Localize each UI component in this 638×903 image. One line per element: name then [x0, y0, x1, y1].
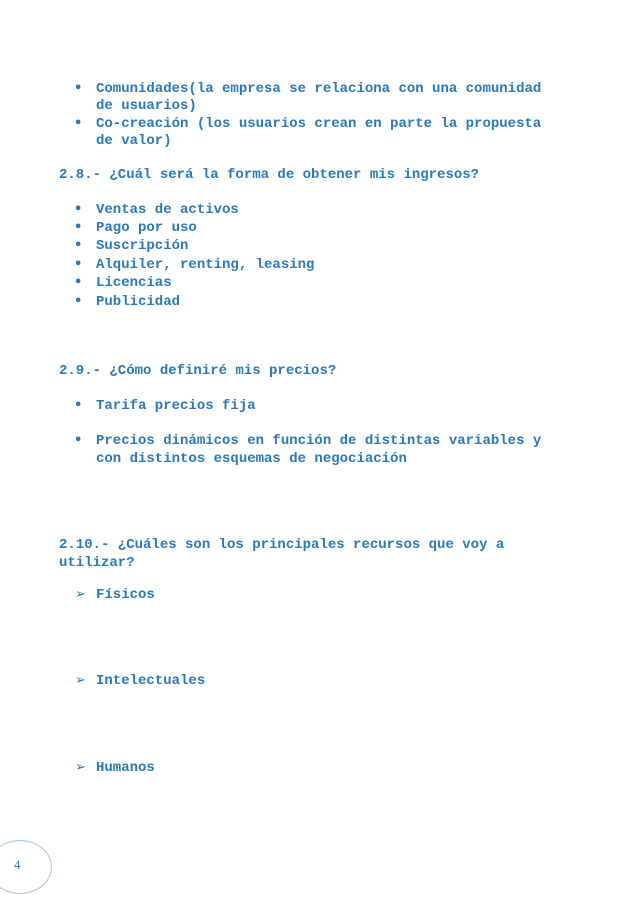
section-heading-2-10: 2.10.- ¿Cuáles son los principales recursos que voy a [59, 537, 505, 553]
list-item: Tarifa precios fija [96, 398, 256, 414]
bullet-dot: • [74, 275, 83, 290]
bullet-dot: • [74, 220, 83, 235]
list-item: Pago por uso [96, 220, 197, 236]
bullet-dot: • [74, 398, 83, 413]
bullet-text: de valor) [96, 133, 172, 149]
bullet-dot: • [74, 116, 83, 131]
resource-item: Intelectuales [96, 673, 206, 689]
resource-item: Humanos [96, 760, 155, 776]
list-item: Alquiler, renting, leasing [96, 257, 315, 273]
bullet-text: Comunidades(la empresa se relaciona con una comunidad [96, 81, 542, 97]
list-item: Suscripción [96, 238, 189, 254]
bullet-dot: • [74, 202, 83, 217]
arrow-bullet-icon: ➢ [75, 760, 86, 775]
arrow-bullet-icon: ➢ [75, 587, 86, 602]
bullet-dot: • [74, 81, 83, 96]
bullet-dot: • [74, 238, 83, 253]
bullet-dot: • [74, 433, 83, 448]
section-heading-2-8: 2.8.- ¿Cuál será la forma de obtener mis ingresos? [59, 167, 480, 183]
list-item: Ventas de activos [96, 202, 239, 218]
section-heading-2-9: 2.9.- ¿Cómo definiré mis precios? [59, 363, 337, 379]
arrow-bullet-icon: ➢ [75, 673, 86, 688]
list-item: Publicidad [96, 294, 181, 310]
section-heading-2-10-continuation: utilizar? [59, 555, 135, 571]
list-item: Licencias [96, 275, 172, 291]
resource-item: Físicos [96, 587, 155, 603]
bullet-text: Co-creación (los usuarios crean en parte la propuesta [96, 116, 542, 132]
page-number-circle [0, 840, 52, 894]
list-item-continuation: con distintos esquemas de negociación [96, 451, 407, 467]
bullet-text: de usuarios) [96, 98, 197, 114]
bullet-dot: • [74, 294, 83, 309]
list-item: Precios dinámicos en función de distintas variables y [96, 433, 542, 449]
bullet-dot: • [74, 257, 83, 272]
page-number: 4 [14, 857, 21, 872]
